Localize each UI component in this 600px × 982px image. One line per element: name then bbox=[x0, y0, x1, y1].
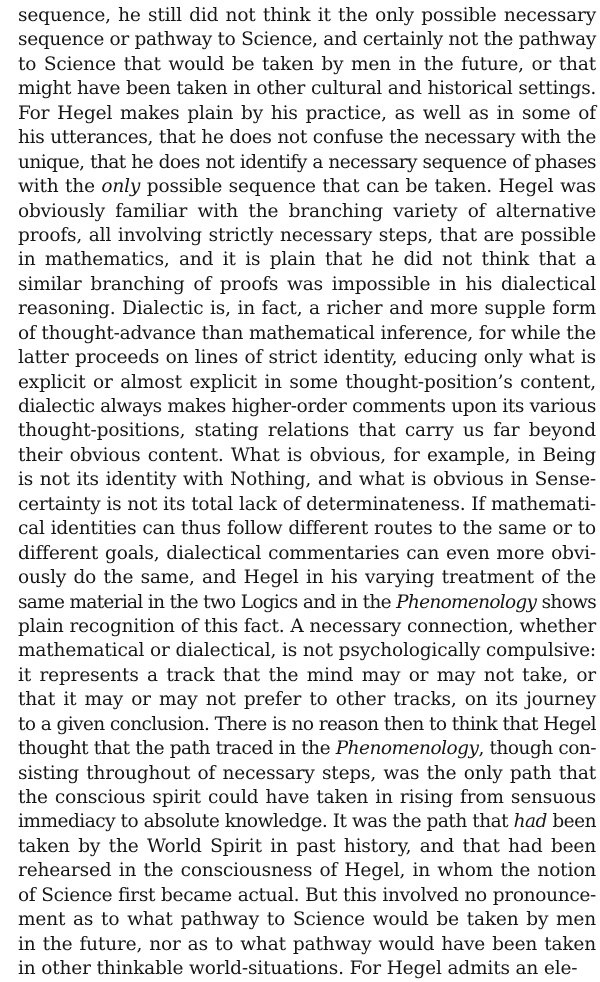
text-line bbox=[18, 4, 596, 28]
text-line bbox=[18, 908, 596, 932]
text-line bbox=[18, 151, 596, 175]
text-segment: explicit or almost explicit in some thought-position’s content, bbox=[18, 371, 596, 393]
text-line bbox=[18, 542, 596, 566]
text-segment: thought that the path traced in the bbox=[18, 738, 336, 760]
text-segment: to a given conclusion. There is no reason then to think that Hegel bbox=[18, 713, 596, 735]
text-line bbox=[18, 444, 596, 468]
text-line bbox=[18, 395, 596, 419]
text-line bbox=[18, 933, 596, 957]
text-segment: their obvious content. What is obvious, for example, in Being bbox=[18, 444, 596, 466]
text-line bbox=[18, 53, 596, 77]
text-line bbox=[18, 248, 596, 272]
text-line bbox=[18, 346, 596, 370]
text-line bbox=[18, 419, 596, 443]
text-line bbox=[18, 566, 596, 590]
text-segment: ously do the same, and Hegel in his varying treatment of the bbox=[18, 567, 596, 589]
text-segment: in the future, nor as to what pathway would have been taken bbox=[18, 933, 596, 955]
text-segment: For Hegel makes plain by his practice, as well as in some of bbox=[18, 102, 596, 124]
text-line bbox=[18, 737, 596, 761]
text-line bbox=[18, 517, 596, 541]
text-segment: cal identities can thus follow different routes to the same or to bbox=[18, 518, 596, 540]
text-segment: reasoning. Dialectic is, in fact, a richer and more supple form bbox=[18, 298, 596, 320]
text-line bbox=[18, 713, 596, 737]
text-segment: sequence or pathway to Science, and certainly not the pathway bbox=[18, 29, 597, 51]
italic-text: Phenomenology bbox=[335, 738, 479, 760]
text-segment: plain recognition of this fact. A necessary connection, whether bbox=[18, 615, 596, 637]
text-segment: unique, that he does not identify a necessary sequence of phases bbox=[18, 151, 596, 173]
text-segment: shows bbox=[536, 591, 596, 613]
text-segment: latter proceeds on lines of strict identity, educing only what is bbox=[18, 347, 596, 369]
text-segment: immediacy to absolute knowledge. It was the path that bbox=[18, 811, 514, 833]
text-segment: same material in the two Logics and in the bbox=[18, 591, 397, 613]
text-segment: obviously familiar with the branching variety of alternative bbox=[18, 200, 596, 222]
text-line bbox=[18, 102, 596, 126]
text-line bbox=[18, 664, 596, 688]
text-line bbox=[18, 224, 596, 248]
text-segment: dialectic always makes higher-order comments upon its various bbox=[18, 396, 596, 417]
text-segment: of Science first became actual. But this involved no pronounce- bbox=[18, 884, 596, 906]
text-line bbox=[18, 468, 596, 492]
body-text bbox=[18, 4, 596, 982]
text-line bbox=[18, 810, 596, 834]
text-segment: , though con- bbox=[478, 738, 596, 760]
text-line bbox=[18, 200, 596, 224]
text-segment: been bbox=[546, 811, 596, 833]
text-line bbox=[18, 859, 596, 883]
text-segment: in other thinkable world-situations. For Hegel admits an ele- bbox=[18, 958, 578, 980]
text-segment: thought-positions, stating relations that carry us far beyond bbox=[18, 420, 596, 442]
text-line bbox=[18, 175, 596, 199]
text-segment: ment as to what pathway to Science would be taken by men bbox=[18, 909, 596, 931]
text-line bbox=[18, 77, 596, 101]
italic-text: only bbox=[101, 176, 141, 198]
text-segment: similar branching of proofs was impossible in his dialectical bbox=[18, 273, 596, 295]
text-line bbox=[18, 591, 596, 615]
text-line bbox=[18, 371, 596, 395]
text-line bbox=[18, 786, 596, 810]
text-line bbox=[18, 762, 596, 786]
text-segment: certainty is not its total lack of determinateness. If mathemati- bbox=[18, 493, 596, 515]
text-segment: taken by the World Spirit in past history, and that had been bbox=[18, 835, 596, 857]
text-segment: his utterances, that he does not confuse the necessary with the bbox=[18, 127, 596, 149]
text-line bbox=[18, 835, 596, 859]
text-segment: possible sequence that can be taken. Hegel was bbox=[140, 176, 597, 198]
text-segment: with the bbox=[18, 176, 102, 198]
text-segment: sequence, he still did not think it the only possible necessary bbox=[18, 5, 596, 26]
text-line bbox=[18, 639, 596, 663]
text-line bbox=[18, 126, 596, 150]
text-line bbox=[18, 28, 596, 52]
text-segment: the conscious spirit could have taken in rising from sensuous bbox=[18, 787, 596, 808]
text-line bbox=[18, 297, 596, 321]
text-line bbox=[18, 322, 596, 346]
document-page bbox=[18, 4, 596, 982]
text-line bbox=[18, 688, 596, 712]
text-segment: mathematical or dialectical, is not psychologically compulsive: bbox=[18, 640, 596, 662]
text-line bbox=[18, 615, 596, 639]
text-segment: in mathematics, and it is plain that he did not think that a bbox=[18, 249, 596, 271]
italic-text: Phenomenology bbox=[396, 591, 537, 613]
text-segment: to Science that would be taken by men in the future, or that bbox=[18, 53, 596, 75]
text-segment: sisting throughout of necessary steps, was the only path that bbox=[18, 762, 596, 784]
text-segment: rehearsed in the consciousness of Hegel, in whom the notion bbox=[18, 860, 596, 882]
text-line bbox=[18, 493, 596, 517]
text-line bbox=[18, 884, 596, 908]
italic-text: had bbox=[513, 811, 547, 833]
text-line bbox=[18, 273, 596, 297]
text-segment: different goals, dialectical commentaries can even more obvi- bbox=[18, 542, 596, 564]
text-segment: proofs, all involving strictly necessary steps, that are possible bbox=[18, 224, 596, 246]
text-segment: it represents a track that the mind may or may not take, or bbox=[18, 664, 596, 686]
text-segment: might have been taken in other cultural and historical settings. bbox=[18, 78, 596, 100]
text-line bbox=[18, 957, 596, 981]
text-segment: that it may or may not prefer to other tracks, on its journey bbox=[18, 689, 596, 711]
text-segment: of thought-advance than mathematical inference, for while the bbox=[18, 322, 596, 344]
text-segment: is not its identity with Nothing, and what is obvious in Sense- bbox=[18, 469, 596, 491]
